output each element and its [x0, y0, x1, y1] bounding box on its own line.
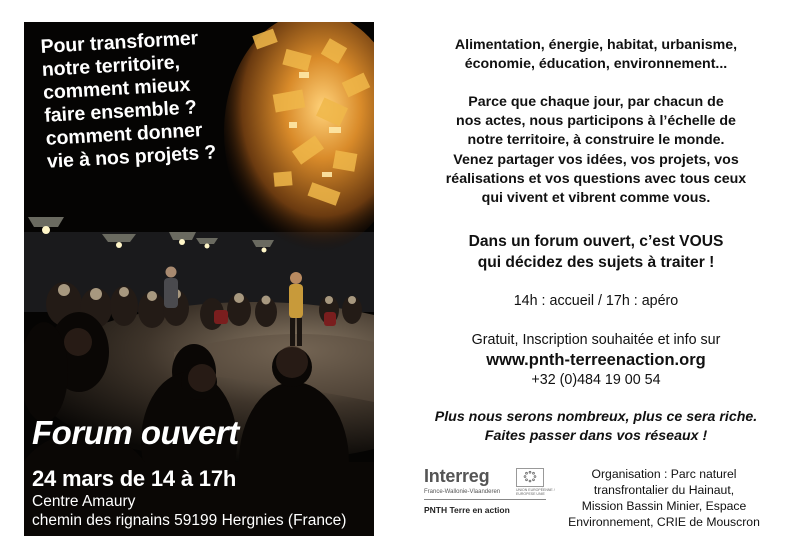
venue-name: Centre Amaury — [32, 493, 136, 510]
headline-line: notre territoire, — [41, 51, 181, 81]
event-poster-photo — [24, 22, 374, 536]
topics-line: économie, éducation, environnement... — [464, 56, 728, 73]
intro-line: réalisations et vos questions avec tous ceux — [445, 170, 747, 187]
organisation-line: Mission Bassin Minier, Espace — [581, 499, 747, 513]
schedule: 14h : accueil / 17h : apéro — [513, 293, 679, 309]
intro-paragraph — [412, 93, 780, 208]
headline-line: comment mieux — [42, 73, 191, 104]
cta-line: Faites passer dans vos réseaux ! — [484, 428, 708, 445]
event-venue — [32, 492, 346, 530]
organisation-credits — [555, 466, 773, 530]
logo-divider — [424, 499, 546, 500]
phone-number: +32 (0)484 19 00 54 — [531, 372, 661, 389]
poster-headline — [40, 24, 257, 174]
topics-list — [412, 36, 780, 74]
interreg-subtitle: France-Wallonie-Vlaanderen — [424, 489, 501, 495]
event-date: 24 mars de 14 à 17h — [32, 466, 237, 491]
eu-flag-icon — [516, 468, 544, 487]
website-link[interactable]: www.pnth-terreenaction.org — [486, 351, 706, 370]
headline-line: vie à nos projets ? — [46, 141, 217, 173]
registration-info — [412, 331, 780, 390]
intro-line: notre territoire, à construire le monde. — [467, 132, 725, 149]
headline-line: faire ensemble ? — [43, 96, 198, 127]
organisation-line: Environnement, CRIE de Mouscron — [568, 515, 760, 529]
interreg-logo — [424, 466, 555, 518]
headline-line: comment donner — [45, 119, 203, 150]
forum-statement — [412, 231, 780, 273]
statement-line: qui décidez des sujets à traiter ! — [477, 254, 715, 271]
venue-address: chemin des rignains 59199 Hergnies (France) — [32, 512, 347, 529]
registration-text: Gratuit, Inscription souhaitée et info sur — [471, 332, 721, 348]
partner-name: PNTH Terre en action — [424, 505, 510, 515]
forum-title: Forum ouvert — [32, 414, 239, 451]
intro-line: nos actes, nous participons à l’échelle de — [456, 113, 736, 130]
headline-line: Pour transformer — [40, 27, 199, 58]
organisation-line: Organisation : Parc naturel — [591, 467, 737, 481]
eu-label: UNION EUROPÉENNE / EUROPESE UNIE — [516, 488, 555, 496]
organisation-line: transfrontalier du Hainaut, — [593, 483, 735, 497]
intro-line: qui vivent et vibrent comme vous. — [481, 190, 711, 207]
call-to-action — [412, 408, 780, 446]
statement-line: Dans un forum ouvert, c’est VOUS — [468, 233, 724, 250]
interreg-wordmark: Interreg — [424, 466, 490, 486]
intro-line: Parce que chaque jour, par chacun de — [468, 94, 724, 110]
topics-line: Alimentation, énergie, habitat, urbanisme, — [454, 37, 738, 53]
intro-line: Venez partager vos idées, vos projets, vos — [453, 151, 739, 168]
cta-line: Plus nous serons nombreux, plus ce sera riche. — [434, 409, 758, 425]
